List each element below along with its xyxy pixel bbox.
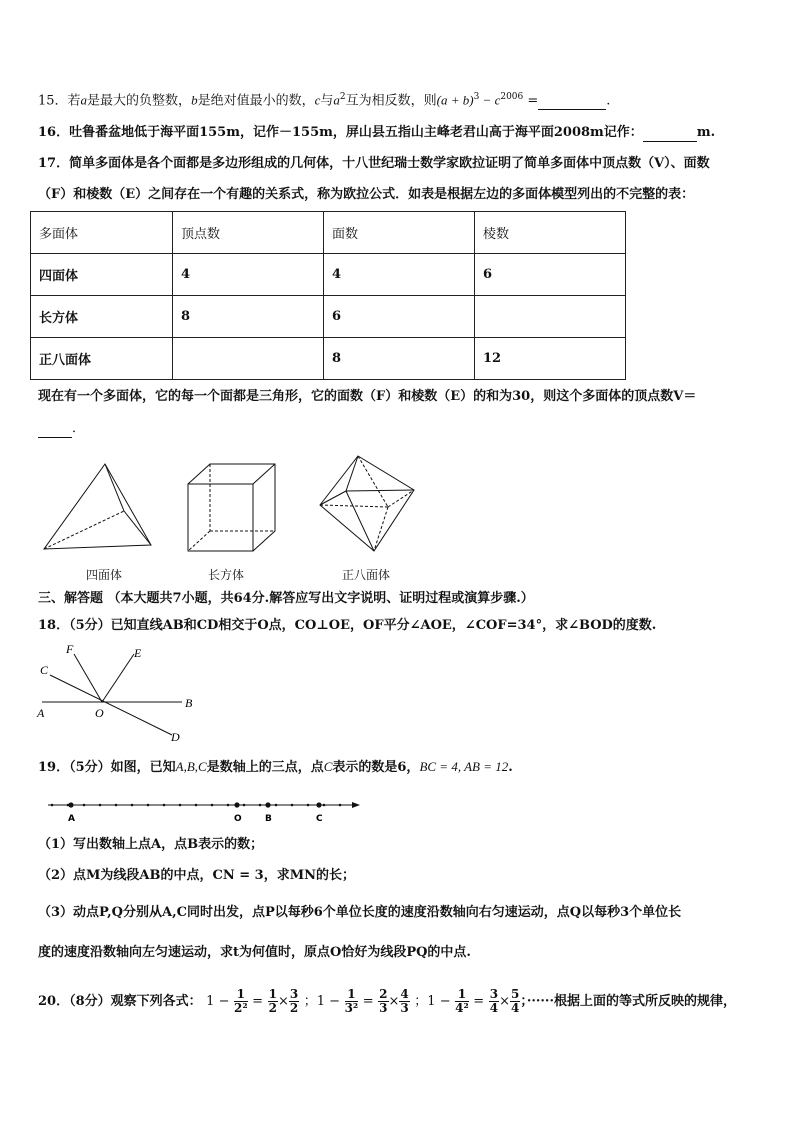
fraction: $\frac{1}{2}$	[268, 987, 277, 1015]
cuboid-figure	[182, 460, 282, 560]
q18-angle-figure	[34, 640, 204, 745]
point-B	[265, 802, 270, 807]
label-E: E	[134, 646, 142, 660]
q17-line2: （F）和棱数（E）之间存在一个有趣的关系式，称为欧拉公式．如表是根据左边的多面体模型列出的不完整的表：	[38, 187, 695, 202]
table-cell: 12	[475, 338, 626, 380]
fraction: $\frac{4}{3}$	[400, 987, 409, 1015]
table-row	[31, 296, 626, 338]
fraction: $\frac{3}{2}$	[289, 987, 299, 1015]
table-cell: 4	[324, 254, 475, 296]
label-C: C	[40, 663, 49, 677]
table-header-row	[31, 212, 626, 254]
q18-line: 18．（5分）已知直线AB和CD相交于O点，CO⊥OE，OF平分∠AOE，∠COF=34°，求∠BOD的度数.	[38, 618, 657, 633]
fraction: $\frac{1}{\text{3²}}$	[344, 987, 359, 1015]
q19-part3b: 度的速度沿数轴向左匀速运动，求t为何值时，原点O恰好为线段PQ的中点.	[38, 945, 471, 960]
label-D: D	[171, 730, 180, 744]
q15-answer-blank[interactable]	[538, 95, 606, 110]
table-cell: 长方体	[31, 296, 173, 338]
polyhedron-table	[30, 211, 626, 380]
axis-label-C: C	[316, 814, 323, 824]
fraction: $\frac{2}{3}$	[379, 987, 388, 1015]
table-cell: 6	[475, 254, 626, 296]
caption-octahedron: 正八面体	[342, 568, 391, 582]
table-cell	[173, 338, 324, 380]
table-cell	[475, 296, 626, 338]
q19-part2: （2）点M为线段AB的中点，CN = 3，求MN的长；	[38, 868, 356, 883]
table-header: 棱数	[475, 212, 626, 254]
table-row	[31, 338, 626, 380]
point-O	[234, 802, 239, 807]
q16-line: 16．吐鲁番盆地低于海平面155m，记作－155m，屏山县五指山主峰老君山高于海平面2008m记作： m.	[38, 125, 716, 140]
q19-line: 19．（5分）如图，已知A,B,C是数轴上的三点，点C表示的数是6，BC = 4, AB = 12.	[38, 759, 513, 775]
label-O: O	[95, 706, 104, 720]
label-B: B	[185, 696, 193, 710]
label-F: F	[66, 642, 74, 656]
axis-label-B: B	[265, 814, 272, 824]
table-header: 面数	[324, 212, 475, 254]
number-line-figure	[44, 796, 364, 826]
fraction: $\frac{5}{4}$	[510, 987, 520, 1015]
q17-line1: 17．简单多面体是各个面都是多边形组成的几何体，十八世纪瑞士数学家欧拉证明了简单多面体中顶点数（V）、面数	[38, 156, 710, 171]
fraction: $\frac{1}{\text{4²}}$	[455, 987, 469, 1015]
section-3-heading: 三、解答题 （本大题共7小题，共64分.解答应写出文字说明、证明过程或演算步骤.）	[38, 591, 534, 606]
label-A: A	[37, 706, 45, 720]
q19-part3a: （3）动点P,Q分别从A,C同时出发，点P以每秒6个单位长度的速度沿数轴向右匀速运动，点Q以每秒3个单位长	[38, 905, 682, 920]
table-header: 顶点数	[173, 212, 324, 254]
q15-line: 15．若a是最大的负整数，b是绝对值最小的数，c与$a^2$互为相反数，则$(a + b)^3 - c^{2006}$ = .	[38, 92, 611, 109]
q17-line3: 现在有一个多面体，它的每一个面都是三角形，它的面数（F）和棱数（E）的和为30，则这个多面体的顶点数V＝	[38, 389, 697, 404]
table-cell: 4	[173, 254, 324, 296]
octahedron-figure	[316, 452, 420, 556]
table-row	[31, 254, 626, 296]
caption-cuboid: 长方体	[208, 568, 245, 582]
table-cell: 6	[324, 296, 475, 338]
point-A	[68, 802, 73, 807]
q20-line: 20．（8分）观察下列各式： 1 − $\frac{1}{\text{2²}}$ = $\frac{1}{2}$ × $\frac{3}{2}$ ；1 − $\frac{1}{\text{3²}}$ = $\frac{2}{3}$ × $\frac{4}{3}$ ；1 − $\frac{1}{\text{4²}}$ = $\frac{3}{4}$ × $\frac{5}{4}$ ；······根据上面的等式所反映的规律，	[38, 987, 736, 1015]
axis-label-O: O	[234, 814, 242, 824]
axis-label-A: A	[68, 814, 75, 824]
q17-line4: ．	[38, 420, 85, 438]
q17-answer-blank[interactable]	[38, 423, 72, 438]
q16-answer-blank[interactable]	[643, 127, 697, 142]
table-cell: 正八面体	[31, 338, 173, 380]
table-cell: 四面体	[31, 254, 173, 296]
table-header: 多面体	[31, 212, 173, 254]
table-cell: 8	[324, 338, 475, 380]
fraction: $\frac{3}{4}$	[489, 987, 499, 1015]
caption-tetrahedron: 四面体	[86, 568, 123, 582]
point-C	[316, 802, 321, 807]
tetrahedron-figure	[38, 460, 158, 555]
q19-part1: （1）写出数轴上点A，点B表示的数；	[38, 837, 264, 852]
fraction: $\frac{1}{\text{2²}}$	[234, 987, 248, 1015]
table-cell: 8	[173, 296, 324, 338]
